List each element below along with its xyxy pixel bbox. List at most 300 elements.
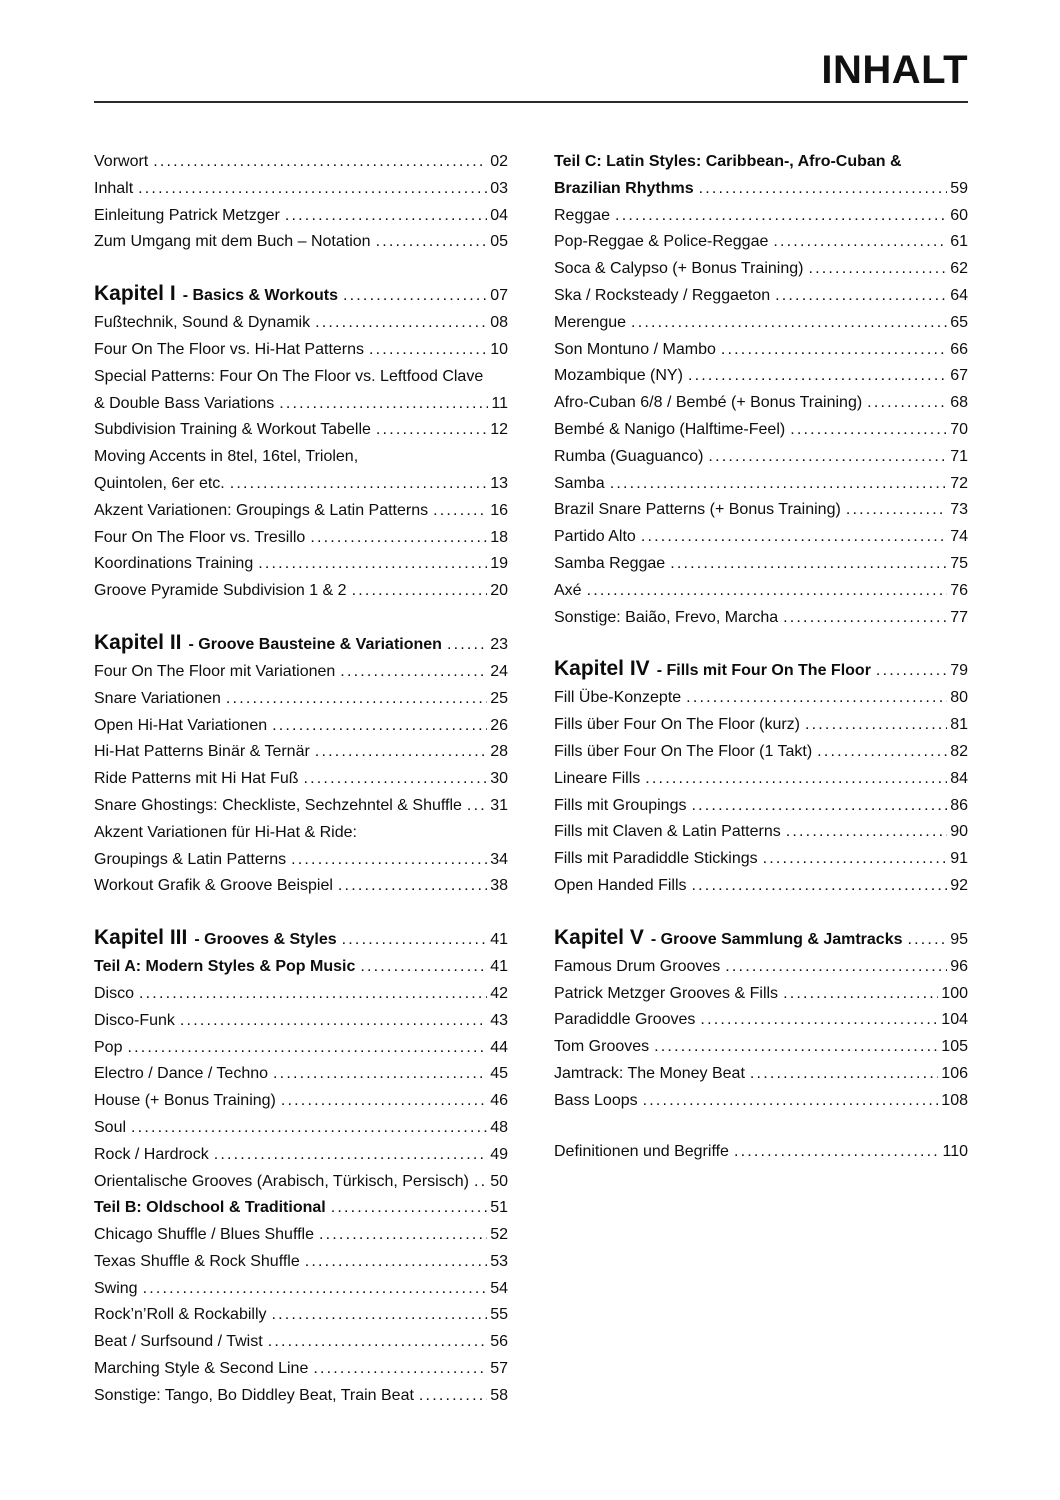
dot-leader xyxy=(700,1007,938,1034)
toc-entry-page: 10 xyxy=(490,340,508,358)
dot-leader xyxy=(615,203,947,230)
toc-entry-row xyxy=(554,578,968,605)
toc-entry-row xyxy=(94,1195,508,1222)
dot-leader xyxy=(340,659,487,686)
dot-leader xyxy=(734,1139,940,1166)
toc-entry-page: 34 xyxy=(490,850,508,868)
toc-entry-row xyxy=(554,605,968,632)
toc-entry-page: 31 xyxy=(490,796,508,814)
toc-column-right xyxy=(554,149,968,1410)
toc-entry-row xyxy=(94,1061,508,1088)
toc-entry-page: 77 xyxy=(950,608,968,626)
toc-entry-page: 75 xyxy=(950,554,968,572)
toc-entry-label: Afro-Cuban 6/8 / Bembé (+ Bonus Training) xyxy=(554,394,863,412)
toc-entry-row xyxy=(94,203,508,230)
toc-column-left xyxy=(94,149,508,1410)
toc-entry-page: 54 xyxy=(490,1279,508,1297)
dot-leader xyxy=(725,954,947,981)
toc-entry-row xyxy=(554,685,968,712)
toc-chapter-row xyxy=(554,655,968,685)
toc-entry-page: 16 xyxy=(490,501,508,519)
toc-entry-label: Groupings & Latin Patterns xyxy=(94,850,287,868)
dot-leader xyxy=(763,846,948,873)
toc-entry-row xyxy=(554,203,968,230)
dot-leader xyxy=(313,1356,487,1383)
section-gap xyxy=(554,1115,968,1139)
toc-entry-label: Akzent Variationen: Groupings & Latin Patterns xyxy=(94,501,429,519)
dot-leader xyxy=(138,176,487,203)
dot-leader xyxy=(699,176,948,203)
toc-entry-row xyxy=(554,1061,968,1088)
toc-entry-page: 56 xyxy=(490,1333,508,1351)
toc-entry-row xyxy=(94,417,508,444)
dot-leader xyxy=(817,739,947,766)
toc-entry-label: Brazil Snare Patterns (+ Bonus Training) xyxy=(554,501,841,519)
toc-entry-page: 55 xyxy=(490,1306,508,1324)
toc-entry-page: 03 xyxy=(490,179,508,197)
toc-entry-page: 65 xyxy=(950,313,968,331)
toc-entry-row xyxy=(554,256,968,283)
dot-leader xyxy=(641,524,947,551)
toc-entry-page: 49 xyxy=(490,1145,508,1163)
dot-leader xyxy=(643,1088,939,1115)
toc-entry-row xyxy=(554,444,968,471)
dot-leader xyxy=(876,657,947,685)
toc-entry-label: Fills mit Claven & Latin Patterns xyxy=(554,823,781,841)
toc-entry-label: Moving Accents in 8tel, 16tel, Triolen, xyxy=(94,448,359,466)
toc-entry-page: 96 xyxy=(950,957,968,975)
toc-entry-row xyxy=(94,310,508,337)
toc-entry-page: 91 xyxy=(950,850,968,868)
header-rule xyxy=(94,101,968,103)
toc-entry-page: 04 xyxy=(490,206,508,224)
toc-chapter-label: Kapitel II xyxy=(94,630,182,654)
toc-entry-label: Fills über Four On The Floor (kurz) xyxy=(554,716,800,734)
toc-entry-page: 60 xyxy=(950,206,968,224)
toc-entry-page: 61 xyxy=(950,233,968,251)
toc-entry-page: 59 xyxy=(950,179,968,197)
toc-entry-label: Teil A: Modern Styles & Pop Music xyxy=(94,958,356,976)
toc-chapter-subtitle: - Groove Bausteine & Variationen xyxy=(188,635,442,653)
toc-entry-page: 51 xyxy=(490,1199,508,1217)
toc-entry-row xyxy=(94,391,508,418)
dot-leader xyxy=(467,793,487,820)
dot-leader xyxy=(285,203,487,230)
toc-entry-label: Soca & Calypso (+ Bonus Training) xyxy=(554,260,804,278)
toc-entry-page: 19 xyxy=(490,555,508,573)
toc-entry-label: Special Patterns: Four On The Floor vs. Leftfood Clave xyxy=(94,367,484,385)
dot-leader xyxy=(226,686,487,713)
toc-entry-label: Sonstige: Baião, Frevo, Marcha xyxy=(554,608,779,626)
dot-leader xyxy=(258,551,487,578)
toc-entry-page: 105 xyxy=(941,1038,968,1056)
toc-entry-label: Subdivision Training & Workout Tabelle xyxy=(94,421,371,439)
toc-entry-row xyxy=(94,793,508,820)
dot-leader xyxy=(272,1302,488,1329)
toc-entry-label: Samba xyxy=(554,474,605,492)
toc-entry-label: Sonstige: Tango, Bo Diddley Beat, Train Beat xyxy=(94,1386,414,1404)
toc-entry-label: Texas Shuffle & Rock Shuffle xyxy=(94,1252,300,1270)
toc-entry-row xyxy=(94,686,508,713)
toc-entry-row xyxy=(94,578,508,605)
dot-leader xyxy=(376,229,488,256)
toc-entry-row xyxy=(554,390,968,417)
toc-chapter-subtitle: - Basics & Workouts xyxy=(182,287,338,305)
toc-columns xyxy=(94,149,968,1410)
toc-entry-label: Open Handed Fills xyxy=(554,876,687,894)
dot-leader xyxy=(305,1249,487,1276)
toc-entry-row xyxy=(554,149,968,176)
dot-leader xyxy=(631,310,947,337)
toc-entry-label: Akzent Variationen für Hi-Hat & Ride: xyxy=(94,823,357,841)
toc-entry-page: 110 xyxy=(942,1142,968,1160)
dot-leader xyxy=(310,525,487,552)
toc-entry-page: 82 xyxy=(950,742,968,760)
toc-entry-label: Zum Umgang mit dem Buch – Notation xyxy=(94,233,371,251)
toc-entry-row xyxy=(94,471,508,498)
toc-chapter-row xyxy=(554,924,968,954)
dot-leader xyxy=(376,417,487,444)
dot-leader xyxy=(304,766,488,793)
toc-entry-row xyxy=(94,713,508,740)
toc-chapter-row xyxy=(94,280,508,310)
toc-entry-page: 18 xyxy=(490,528,508,546)
toc-chapter-label: Kapitel V xyxy=(554,925,644,949)
toc-entry-label: Bembé & Nanigo (Halftime-Feel) xyxy=(554,420,786,438)
dot-leader xyxy=(783,605,947,632)
dot-leader xyxy=(343,282,487,310)
toc-entry-row xyxy=(554,1034,968,1061)
toc-entry-page: 74 xyxy=(950,528,968,546)
toc-entry-label: Axé xyxy=(554,581,582,599)
dot-leader xyxy=(369,337,487,364)
toc-entry-page: 53 xyxy=(490,1252,508,1270)
toc-entry-label: Ska / Rocksteady / Reggaeton xyxy=(554,286,771,304)
toc-entry-label: Four On The Floor mit Variationen xyxy=(94,662,336,680)
toc-entry-label: Fußtechnik, Sound & Dynamik xyxy=(94,314,311,332)
toc-entry-label: Teil B: Oldschool & Traditional xyxy=(94,1199,326,1217)
toc-entry-label: Disco xyxy=(94,984,135,1002)
toc-chapter-subtitle: - Groove Sammlung & Jamtracks xyxy=(650,930,903,948)
toc-chapter-row xyxy=(94,629,508,659)
toc-entry-label: Swing xyxy=(94,1279,138,1297)
dot-leader xyxy=(474,1169,487,1196)
toc-entry-row xyxy=(554,766,968,793)
toc-entry-row xyxy=(94,337,508,364)
toc-entry-label: Snare Ghostings: Checkliste, Sechzehntel & Shuffle xyxy=(94,796,462,814)
dot-leader xyxy=(654,1034,938,1061)
toc-entry-page: 57 xyxy=(490,1360,508,1378)
toc-entry-label: Fill Übe-Konzepte xyxy=(554,689,682,707)
dot-leader xyxy=(670,551,947,578)
toc-entry-label: Hi-Hat Patterns Binär & Ternär xyxy=(94,743,310,761)
toc-entry-label: Reggae xyxy=(554,206,611,224)
toc-entry-label: Workout Grafik & Groove Beispiel xyxy=(94,877,333,895)
toc-entry-label: Fills mit Paradiddle Stickings xyxy=(554,850,758,868)
dot-leader xyxy=(331,1195,487,1222)
page-title: INHALT xyxy=(821,48,968,92)
toc-entry-label: Teil C: Latin Styles: Caribbean-, Afro-Cuban & xyxy=(554,153,902,170)
dot-leader xyxy=(291,847,487,874)
toc-entry-page: 67 xyxy=(950,367,968,385)
dot-leader xyxy=(708,444,947,471)
toc-entry-row xyxy=(94,739,508,766)
toc-entry-row xyxy=(94,766,508,793)
toc-entry-row xyxy=(94,1115,508,1142)
toc-entry-page: 66 xyxy=(950,340,968,358)
toc-entry-label: Snare Variationen xyxy=(94,689,221,707)
toc-entry-row xyxy=(554,819,968,846)
toc-entry-row xyxy=(554,337,968,364)
toc-entry-label: Chicago Shuffle / Blues Shuffle xyxy=(94,1226,314,1244)
toc-entry-page: 80 xyxy=(950,689,968,707)
dot-leader xyxy=(131,1115,487,1142)
toc-entry-page: 104 xyxy=(941,1011,968,1029)
toc-entry-row xyxy=(554,846,968,873)
toc-entry-row xyxy=(554,981,968,1008)
toc-entry-page: 52 xyxy=(490,1226,508,1244)
toc-chapter-subtitle: - Fills mit Four On The Floor xyxy=(656,662,871,680)
dot-leader xyxy=(143,1276,488,1303)
toc-entry-label: Fills über Four On The Floor (1 Takt) xyxy=(554,742,813,760)
section-gap xyxy=(94,900,508,924)
dot-leader xyxy=(342,926,488,954)
toc-entry-label: Fills mit Groupings xyxy=(554,796,687,814)
toc-entry-label: Einleitung Patrick Metzger xyxy=(94,206,280,224)
dot-leader xyxy=(419,1383,487,1410)
toc-entry-row xyxy=(554,363,968,390)
toc-entry-row xyxy=(554,283,968,310)
toc-entry-label: Son Montuno / Mambo xyxy=(554,340,716,358)
toc-entry-label: Koordinations Training xyxy=(94,555,254,573)
dot-leader xyxy=(273,1061,487,1088)
toc-entry-label: Famous Drum Grooves xyxy=(554,957,721,975)
dot-leader xyxy=(908,926,948,954)
dot-leader xyxy=(750,1061,938,1088)
toc-entry-row xyxy=(94,551,508,578)
toc-entry-page: 26 xyxy=(490,716,508,734)
section-gap xyxy=(554,631,968,655)
toc-entry-page: 45 xyxy=(490,1065,508,1083)
toc-entry-row xyxy=(94,981,508,1008)
toc-entry-row xyxy=(94,847,508,874)
toc-entry-label: Paradiddle Grooves xyxy=(554,1011,696,1029)
dot-leader xyxy=(272,713,487,740)
section-gap xyxy=(94,256,508,280)
toc-entry-label: Rock’n’Roll & Rockabilly xyxy=(94,1306,267,1324)
toc-entry-row xyxy=(554,524,968,551)
toc-entry-row xyxy=(554,1007,968,1034)
dot-leader xyxy=(686,685,947,712)
toc-entry-label: Jamtrack: The Money Beat xyxy=(554,1064,745,1082)
toc-chapter-subtitle: - Grooves & Styles xyxy=(194,931,337,949)
toc-entry-row xyxy=(94,1008,508,1035)
toc-entry-label: Vorwort xyxy=(94,153,149,170)
toc-entry-row xyxy=(554,176,968,203)
toc-entry-label: Tom Grooves xyxy=(554,1038,650,1056)
toc-entry-row xyxy=(94,1222,508,1249)
toc-entry-row xyxy=(94,229,508,256)
toc-entry-row xyxy=(94,659,508,686)
toc-entry-page: 71 xyxy=(950,447,968,465)
toc-entry-row xyxy=(554,739,968,766)
toc-entry-label: Open Hi-Hat Variationen xyxy=(94,716,268,734)
dot-leader xyxy=(721,337,947,364)
toc-entry-page: 81 xyxy=(950,716,968,734)
toc-entry-row xyxy=(554,793,968,820)
toc-entry-label: Samba Reggae xyxy=(554,554,666,572)
dot-leader xyxy=(805,712,947,739)
toc-entry-label: Inhalt xyxy=(94,179,134,197)
toc-entry-row xyxy=(94,1276,508,1303)
toc-entry-page: 28 xyxy=(490,743,508,761)
toc-entry-page: 79 xyxy=(950,662,968,680)
toc-entry-page: 38 xyxy=(490,877,508,895)
toc-entry-page: 41 xyxy=(490,931,508,949)
toc-entry-label: Pop xyxy=(94,1038,123,1056)
dot-leader xyxy=(180,1008,487,1035)
toc-entry-page: 58 xyxy=(490,1386,508,1404)
toc-entry-row xyxy=(94,1142,508,1169)
toc-entry-label: Mozambique (NY) xyxy=(554,367,683,385)
toc-entry-row xyxy=(554,873,968,900)
dot-leader xyxy=(790,417,947,444)
toc-entry-label: Bass Loops xyxy=(554,1091,638,1109)
toc-entry-page: 86 xyxy=(950,796,968,814)
toc-entry-row xyxy=(94,1383,508,1410)
toc-entry-page: 64 xyxy=(950,286,968,304)
toc-entry-row xyxy=(554,551,968,578)
toc-entry-row xyxy=(554,229,968,256)
dot-leader xyxy=(773,229,947,256)
toc-entry-page: 48 xyxy=(490,1118,508,1136)
toc-entry-page: 46 xyxy=(490,1092,508,1110)
toc-entry-label: Four On The Floor vs. Tresillo xyxy=(94,528,306,546)
dot-leader xyxy=(127,1035,487,1062)
toc-entry-row xyxy=(94,444,508,471)
dot-leader xyxy=(447,631,487,659)
toc-entry-row xyxy=(94,149,508,176)
dot-leader xyxy=(645,766,947,793)
toc-entry-label: Brazilian Rhythms xyxy=(554,179,694,197)
toc-entry-row xyxy=(94,873,508,900)
toc-entry-page: 07 xyxy=(490,287,508,305)
toc-entry-label: House (+ Bonus Training) xyxy=(94,1092,276,1110)
toc-entry-label: Rock / Hardrock xyxy=(94,1145,209,1163)
toc-entry-label: Merengue xyxy=(554,313,627,331)
toc-entry-row xyxy=(94,498,508,525)
toc-entry-page: 50 xyxy=(490,1172,508,1190)
toc-entry-page: 95 xyxy=(950,930,968,948)
dot-leader xyxy=(783,981,938,1008)
toc-entry-label: Quintolen, 6er etc. xyxy=(94,474,225,492)
toc-entry-page: 12 xyxy=(490,421,508,439)
section-gap xyxy=(554,900,968,924)
toc-entry-label: Patrick Metzger Grooves & Fills xyxy=(554,984,779,1002)
toc-entry-page: 13 xyxy=(490,474,508,492)
toc-entry-page: 100 xyxy=(941,984,968,1002)
toc-entry-page: 92 xyxy=(950,876,968,894)
toc-entry-row xyxy=(554,471,968,498)
dot-leader xyxy=(360,954,487,981)
dot-leader xyxy=(867,390,947,417)
dot-leader xyxy=(230,471,487,498)
toc-entry-label: Definitionen und Begriffe xyxy=(554,1142,729,1160)
toc-entry-row xyxy=(554,310,968,337)
toc-entry-page: 23 xyxy=(490,635,508,653)
toc-entry-label: Groove Pyramide Subdivision 1 & 2 xyxy=(94,582,347,600)
toc-entry-page: 73 xyxy=(950,501,968,519)
toc-entry-page: 05 xyxy=(490,233,508,251)
toc-entry-page: 02 xyxy=(490,153,508,170)
toc-entry-page: 68 xyxy=(950,394,968,412)
toc-entry-label: Soul xyxy=(94,1118,127,1136)
toc-entry-row xyxy=(554,1139,968,1166)
toc-entry-page: 43 xyxy=(490,1011,508,1029)
toc-entry-label: Pop-Reggae & Police-Reggae xyxy=(554,233,769,251)
toc-entry-row xyxy=(94,1169,508,1196)
toc-entry-page: 44 xyxy=(490,1038,508,1056)
toc-entry-label: Four On The Floor vs. Hi-Hat Patterns xyxy=(94,340,365,358)
toc-entry-row xyxy=(94,176,508,203)
toc-entry-row xyxy=(94,1302,508,1329)
toc-chapter-label: Kapitel IV xyxy=(554,657,650,681)
dot-leader xyxy=(139,981,487,1008)
dot-leader xyxy=(846,497,947,524)
toc-entry-row xyxy=(554,497,968,524)
dot-leader xyxy=(775,283,947,310)
dot-leader xyxy=(315,739,487,766)
toc-entry-page: 25 xyxy=(490,689,508,707)
toc-entry-page: 70 xyxy=(950,420,968,438)
toc-entry-page: 108 xyxy=(941,1091,968,1109)
dot-leader xyxy=(319,1222,487,1249)
toc-entry-page: 30 xyxy=(490,770,508,788)
dot-leader xyxy=(153,149,487,176)
dot-leader xyxy=(688,363,947,390)
toc-entry-label: Disco-Funk xyxy=(94,1011,175,1029)
toc-entry-row xyxy=(94,820,508,847)
section-gap xyxy=(94,605,508,629)
toc-entry-label: & Double Bass Variations xyxy=(94,394,275,412)
toc-entry-row xyxy=(94,1356,508,1383)
toc-entry-page: 11 xyxy=(491,394,508,412)
toc-entry-row xyxy=(94,954,508,981)
toc-entry-page: 20 xyxy=(490,582,508,600)
toc-entry-page: 41 xyxy=(490,958,508,976)
toc-entry-label: Marching Style & Second Line xyxy=(94,1360,309,1378)
toc-entry-page: 90 xyxy=(950,823,968,841)
toc-chapter-label: Kapitel I xyxy=(94,282,176,306)
toc-entry-label: Orientalische Grooves (Arabisch, Türkisch, Persisch) xyxy=(94,1172,469,1190)
toc-entry-row xyxy=(94,525,508,552)
dot-leader xyxy=(352,578,488,605)
toc-chapter-label: Kapitel III xyxy=(94,926,188,950)
toc-entry-row xyxy=(554,954,968,981)
toc-entry-page: 76 xyxy=(950,581,968,599)
dot-leader xyxy=(692,873,948,900)
page-header xyxy=(94,50,968,90)
toc-entry-page: 62 xyxy=(950,260,968,278)
toc-entry-label: Ride Patterns mit Hi Hat Fuß xyxy=(94,770,299,788)
toc-chapter-row xyxy=(94,924,508,954)
toc-entry-row xyxy=(94,1329,508,1356)
dot-leader xyxy=(808,256,947,283)
dot-leader xyxy=(279,391,488,418)
dot-leader xyxy=(315,310,487,337)
toc-entry-row xyxy=(94,1249,508,1276)
toc-entry-page: 84 xyxy=(950,769,968,787)
